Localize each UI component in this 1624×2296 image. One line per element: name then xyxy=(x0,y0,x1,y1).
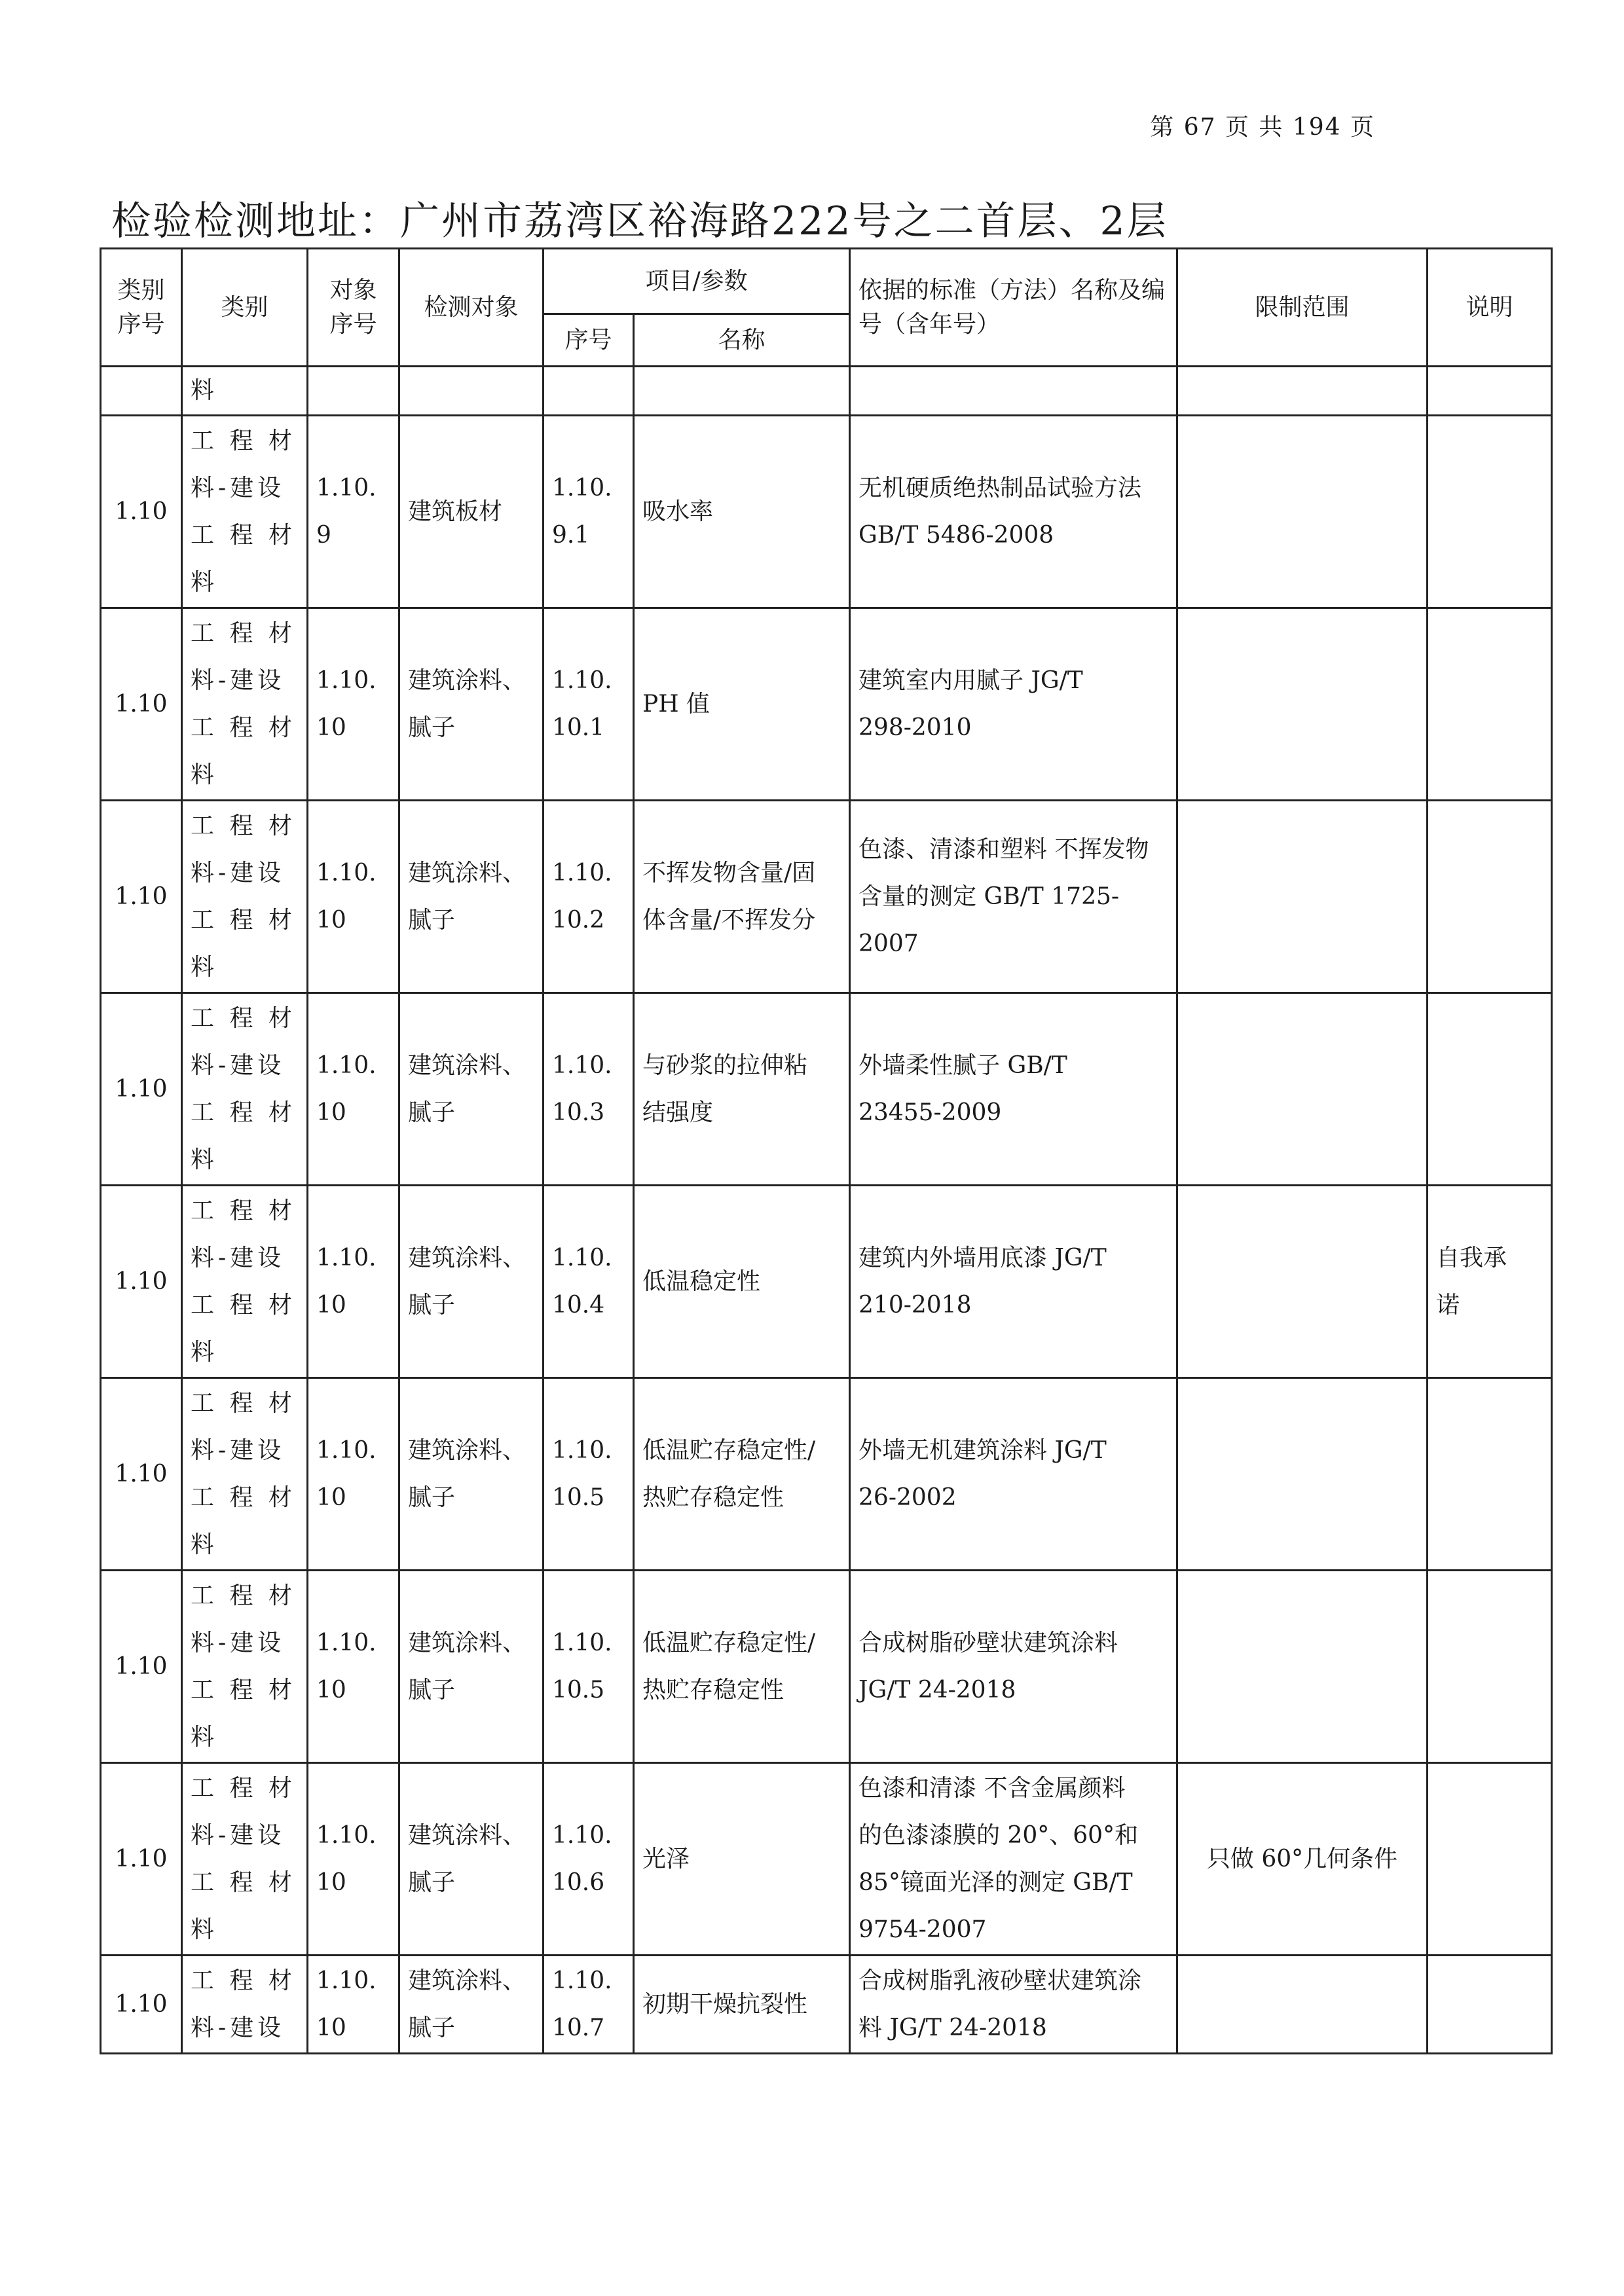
table-row xyxy=(101,1378,1552,1571)
cell-object-no: 1.10. 10 xyxy=(308,801,399,993)
cell-category: 工 程 材 料-建设 工 程 材 料 xyxy=(182,801,308,993)
cell-object-no: 1.10. 9 xyxy=(308,416,399,608)
table-row xyxy=(101,608,1552,801)
cell-limit xyxy=(1177,1378,1428,1571)
cell-category-no: 1.10 xyxy=(101,608,182,801)
table-row xyxy=(101,1571,1552,1763)
header-object-no: 对象 序号 xyxy=(308,249,399,367)
header-item-name: 名称 xyxy=(634,314,850,367)
cell-category-no: 1.10 xyxy=(101,801,182,993)
cell-limit xyxy=(1177,993,1428,1186)
accreditation-table xyxy=(100,247,1553,2054)
header-category: 类别 xyxy=(182,249,308,367)
cell-item-name: 吸水率 xyxy=(634,416,850,608)
cell-standard: 建筑内外墙用底漆 JG/T 210-2018 xyxy=(850,1186,1177,1378)
header-object: 检测对象 xyxy=(399,249,544,367)
cell-limit xyxy=(1177,1571,1428,1763)
cell-item-name: 低温稳定性 xyxy=(634,1186,850,1378)
cell-object: 建筑涂料、 腻子 xyxy=(399,993,544,1186)
cell-item-no: 1.10. 9.1 xyxy=(544,416,634,608)
cell-item-no: 1.10. 10.7 xyxy=(544,1956,634,2054)
cell-item-name: 低温贮存稳定性/ 热贮存稳定性 xyxy=(634,1571,850,1763)
cell-limit xyxy=(1177,416,1428,608)
header-limit: 限制范围 xyxy=(1177,249,1428,367)
cell-standard xyxy=(850,367,1177,416)
cell-object-no: 1.10. 10 xyxy=(308,1763,399,1956)
cell-item-no: 1.10. 10.2 xyxy=(544,801,634,993)
cell-standard: 色漆、清漆和塑料 不挥发物 含量的测定 GB/T 1725-2007 xyxy=(850,801,1177,993)
page-number: 第 67 页 共 194 页 xyxy=(1150,114,1375,141)
header-items-group: 项目/参数 xyxy=(544,249,850,314)
cell-note xyxy=(1428,416,1552,608)
cell-category: 工 程 材 料-建设 工 程 材 料 xyxy=(182,993,308,1186)
cell-item-no: 1.10. 10.3 xyxy=(544,993,634,1186)
table-row xyxy=(101,801,1552,993)
cell-category-no: 1.10 xyxy=(101,1378,182,1571)
cell-object: 建筑板材 xyxy=(399,416,544,608)
cell-category-no: 1.10 xyxy=(101,1186,182,1378)
header-note: 说明 xyxy=(1428,249,1552,367)
table-row xyxy=(101,416,1552,608)
cell-object-no xyxy=(308,367,399,416)
cell-note xyxy=(1428,1378,1552,1571)
cell-limit xyxy=(1177,1956,1428,2054)
header-standard: 依据的标准（方法）名称及编号（含年号） xyxy=(850,249,1177,367)
table-row xyxy=(101,993,1552,1186)
cell-item-no: 1.10. 10.1 xyxy=(544,608,634,801)
cell-category-no: 1.10 xyxy=(101,1956,182,2054)
cell-category-no: 1.10 xyxy=(101,1571,182,1763)
cell-standard: 无机硬质绝热制品试验方法 GB/T 5486-2008 xyxy=(850,416,1177,608)
cell-item-no: 1.10. 10.6 xyxy=(544,1763,634,1956)
cell-limit: 只做 60°几何条件 xyxy=(1177,1763,1428,1956)
cell-item-name: PH 值 xyxy=(634,608,850,801)
cell-note xyxy=(1428,1571,1552,1763)
cell-note xyxy=(1428,801,1552,993)
cell-item-name: 与砂浆的拉伸粘 结强度 xyxy=(634,993,850,1186)
cell-note xyxy=(1428,1763,1552,1956)
cell-item-name xyxy=(634,367,850,416)
cell-standard: 合成树脂乳液砂壁状建筑涂 料 JG/T 24-2018 xyxy=(850,1956,1177,2054)
cell-standard: 色漆和清漆 不含金属颜料 的色漆漆膜的 20°、60°和 85°镜面光泽的测定 GB/T 9754-2007 xyxy=(850,1763,1177,1956)
cell-limit xyxy=(1177,801,1428,993)
cell-object xyxy=(399,367,544,416)
cell-category-no: 1.10 xyxy=(101,993,182,1186)
cell-item-no xyxy=(544,367,634,416)
cell-item-name: 光泽 xyxy=(634,1763,850,1956)
table-row xyxy=(101,1956,1552,2054)
cell-limit xyxy=(1177,367,1428,416)
cell-item-no: 1.10. 10.5 xyxy=(544,1378,634,1571)
cell-object: 建筑涂料、 腻子 xyxy=(399,1571,544,1763)
cell-object: 建筑涂料、 腻子 xyxy=(399,1763,544,1956)
table-row xyxy=(101,367,1552,416)
cell-object-no: 1.10. 10 xyxy=(308,1571,399,1763)
table-body xyxy=(101,367,1552,2054)
cell-item-no: 1.10. 10.5 xyxy=(544,1571,634,1763)
cell-category-no: 1.10 xyxy=(101,416,182,608)
cell-item-name: 不挥发物含量/固 体含量/不挥发分 xyxy=(634,801,850,993)
cell-object: 建筑涂料、 腻子 xyxy=(399,1956,544,2054)
cell-note xyxy=(1428,1956,1552,2054)
cell-category: 工 程 材 料-建设 工 程 材 料 xyxy=(182,1378,308,1571)
cell-category: 工 程 材 料-建设 xyxy=(182,1956,308,2054)
cell-category-no xyxy=(101,367,182,416)
cell-object-no: 1.10. 10 xyxy=(308,1186,399,1378)
cell-object-no: 1.10. 10 xyxy=(308,1956,399,2054)
cell-object: 建筑涂料、 腻子 xyxy=(399,1186,544,1378)
cell-note: 自我承 诺 xyxy=(1428,1186,1552,1378)
cell-limit xyxy=(1177,1186,1428,1378)
cell-category: 工 程 材 料-建设 工 程 材 料 xyxy=(182,1571,308,1763)
table-row xyxy=(101,1763,1552,1956)
cell-limit xyxy=(1177,608,1428,801)
cell-object-no: 1.10. 10 xyxy=(308,993,399,1186)
cell-object: 建筑涂料、 腻子 xyxy=(399,801,544,993)
cell-standard: 外墙柔性腻子 GB/T 23455-2009 xyxy=(850,993,1177,1186)
cell-category: 工 程 材 料-建设 工 程 材 料 xyxy=(182,416,308,608)
testing-address: 检验检测地址：广州市荔湾区裕海路222号之二首层、2层 xyxy=(111,198,1168,244)
cell-category: 工 程 材 料-建设 工 程 材 料 xyxy=(182,1763,308,1956)
header-category-no: 类别 序号 xyxy=(101,249,182,367)
cell-object-no: 1.10. 10 xyxy=(308,608,399,801)
header-item-no: 序号 xyxy=(544,314,634,367)
cell-object: 建筑涂料、 腻子 xyxy=(399,608,544,801)
cell-note xyxy=(1428,367,1552,416)
cell-item-no: 1.10. 10.4 xyxy=(544,1186,634,1378)
cell-category-no: 1.10 xyxy=(101,1763,182,1956)
cell-object-no: 1.10. 10 xyxy=(308,1378,399,1571)
cell-object: 建筑涂料、 腻子 xyxy=(399,1378,544,1571)
cell-category: 工 程 材 料-建设 工 程 材 料 xyxy=(182,608,308,801)
table-row xyxy=(101,1186,1552,1378)
cell-category: 工 程 材 料-建设 工 程 材 料 xyxy=(182,1186,308,1378)
cell-note xyxy=(1428,993,1552,1186)
cell-standard: 合成树脂砂壁状建筑涂料 JG/T 24-2018 xyxy=(850,1571,1177,1763)
cell-item-name: 初期干燥抗裂性 xyxy=(634,1956,850,2054)
cell-note xyxy=(1428,608,1552,801)
cell-standard: 外墙无机建筑涂料 JG/T 26-2002 xyxy=(850,1378,1177,1571)
cell-item-name: 低温贮存稳定性/ 热贮存稳定性 xyxy=(634,1378,850,1571)
cell-category: 料 xyxy=(182,367,308,416)
cell-standard: 建筑室内用腻子 JG/T 298-2010 xyxy=(850,608,1177,801)
